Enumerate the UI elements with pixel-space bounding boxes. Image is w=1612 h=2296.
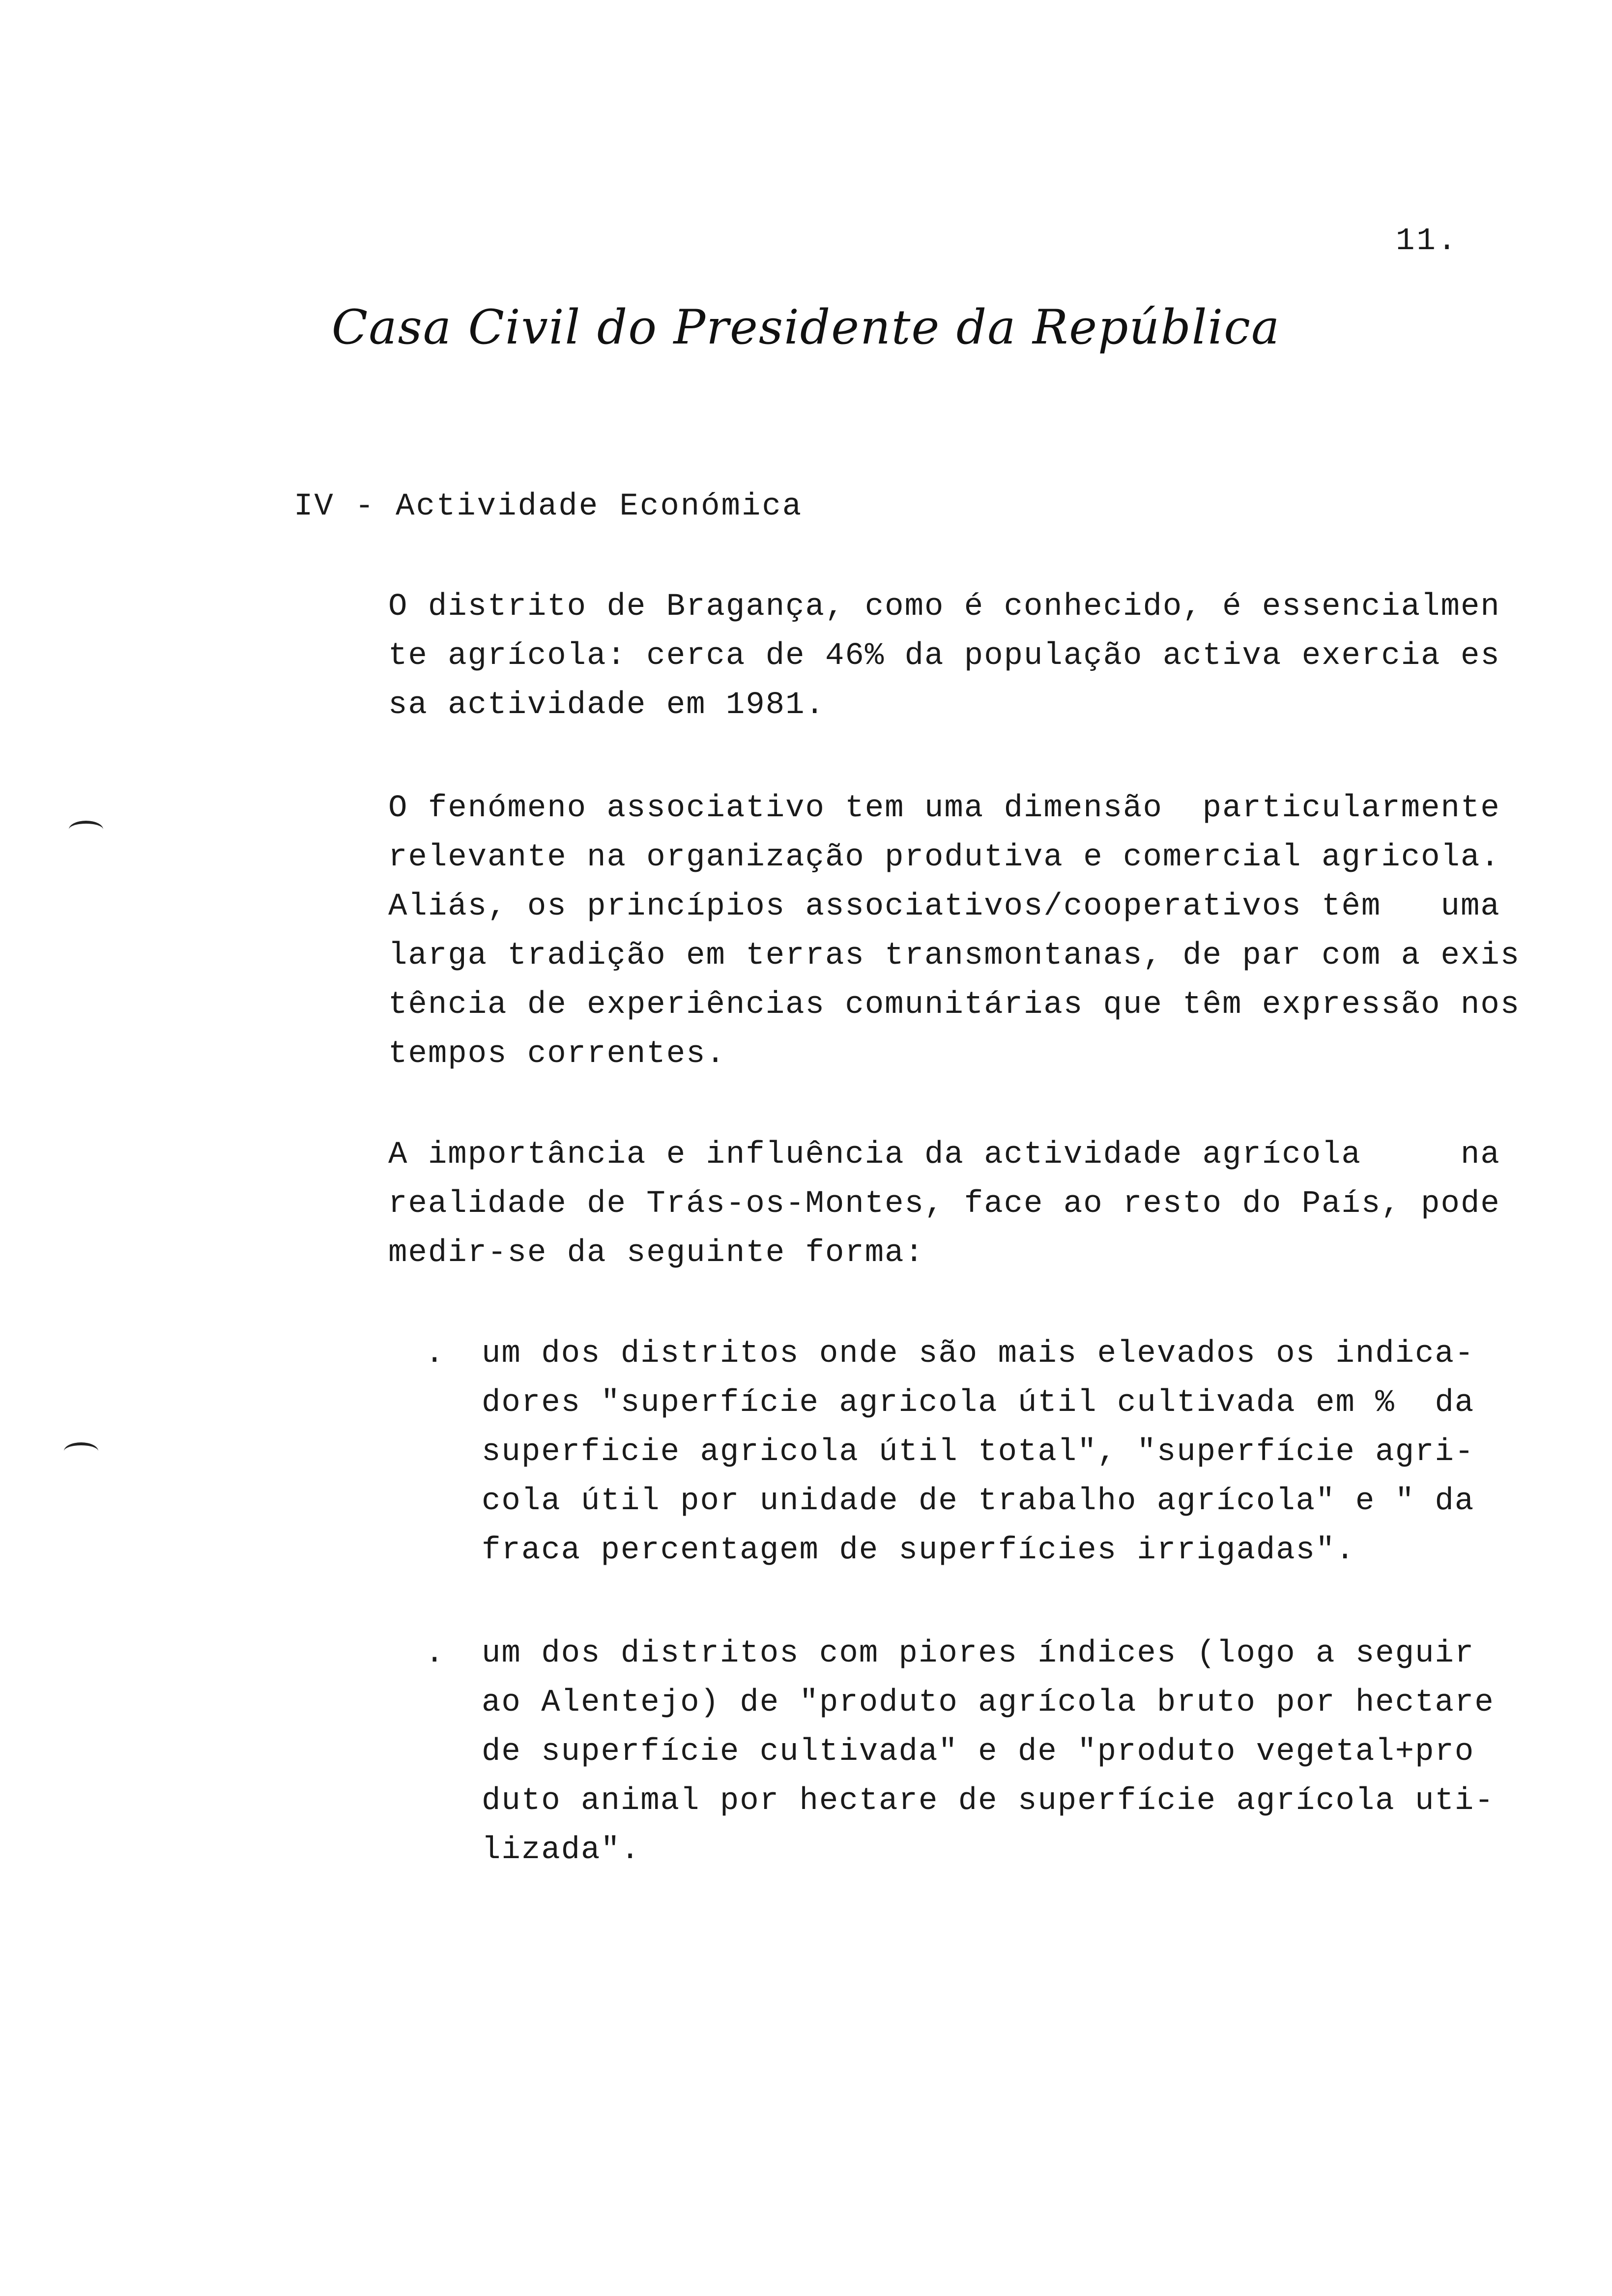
paragraph-line: tempos correntes.: [388, 1036, 726, 1072]
paragraph-1: [388, 582, 1499, 730]
bullet-line: dores "superfície agricola útil cultivada em % da: [482, 1385, 1475, 1421]
paragraph-line: te agrícola: cerca de 46% da população activa exercia es: [388, 638, 1500, 674]
letterhead: Casa Civil do Presidente da República: [331, 300, 1281, 355]
bullet-line: cola útil por unidade de trabalho agrícola" e " da: [482, 1484, 1475, 1519]
bullet-line: fraca percentagem de superfícies irrigadas".: [482, 1533, 1355, 1568]
paragraph-line: larga tradição em terras transmontanas, de par com a exis: [388, 938, 1521, 974]
paragraph-line: medir-se da seguinte forma:: [388, 1235, 924, 1271]
paragraph-line: realidade de Trás-os-Montes, face ao resto do País, pode: [388, 1186, 1500, 1222]
bullet-line: superficie agricola útil total", "superfície agri-: [482, 1435, 1475, 1470]
page-number: 11.: [1396, 224, 1459, 259]
paragraph-line: sa actividade em 1981.: [388, 688, 825, 723]
margin-mark: [64, 1442, 98, 1460]
bullet-line: duto animal por hectare de superfície agrícola uti-: [482, 1783, 1495, 1819]
paragraph-line: O fenómeno associativo tem uma dimensão particularmente: [388, 791, 1500, 826]
bullet-text: [482, 1629, 1514, 1875]
paragraph-line: A importância e influência da actividade agrícola na: [388, 1137, 1500, 1173]
bullet-marker: .: [425, 1336, 444, 1372]
margin-mark: [69, 821, 103, 838]
bullet-line: ao Alentejo) de "produto agrícola bruto por hectare: [482, 1685, 1495, 1721]
bullet-line: lizada".: [482, 1833, 641, 1868]
bullet-text: [482, 1329, 1514, 1575]
bullet-line: um dos distritos com piores índices (logo a seguir: [482, 1636, 1475, 1671]
bullet-line: um dos distritos onde são mais elevados os indica-: [482, 1336, 1475, 1372]
bullet-marker: .: [425, 1636, 444, 1671]
section-heading: IV - Actividade Económica: [294, 489, 803, 524]
paragraph-3: [388, 1130, 1499, 1278]
paragraph-line: O distrito de Bragança, como é conhecido, é essencialmen: [388, 589, 1500, 625]
paragraph-2: [388, 784, 1521, 1079]
paragraph-line: Aliás, os princípios associativos/cooperativos têm uma: [388, 889, 1500, 924]
paragraph-line: tência de experiências comunitárias que têm expressão nos: [388, 987, 1521, 1023]
paragraph-line: relevante na organização produtiva e comercial agricola.: [388, 840, 1500, 875]
bullet-line: de superfície cultivada" e de "produto vegetal+pro: [482, 1734, 1475, 1770]
